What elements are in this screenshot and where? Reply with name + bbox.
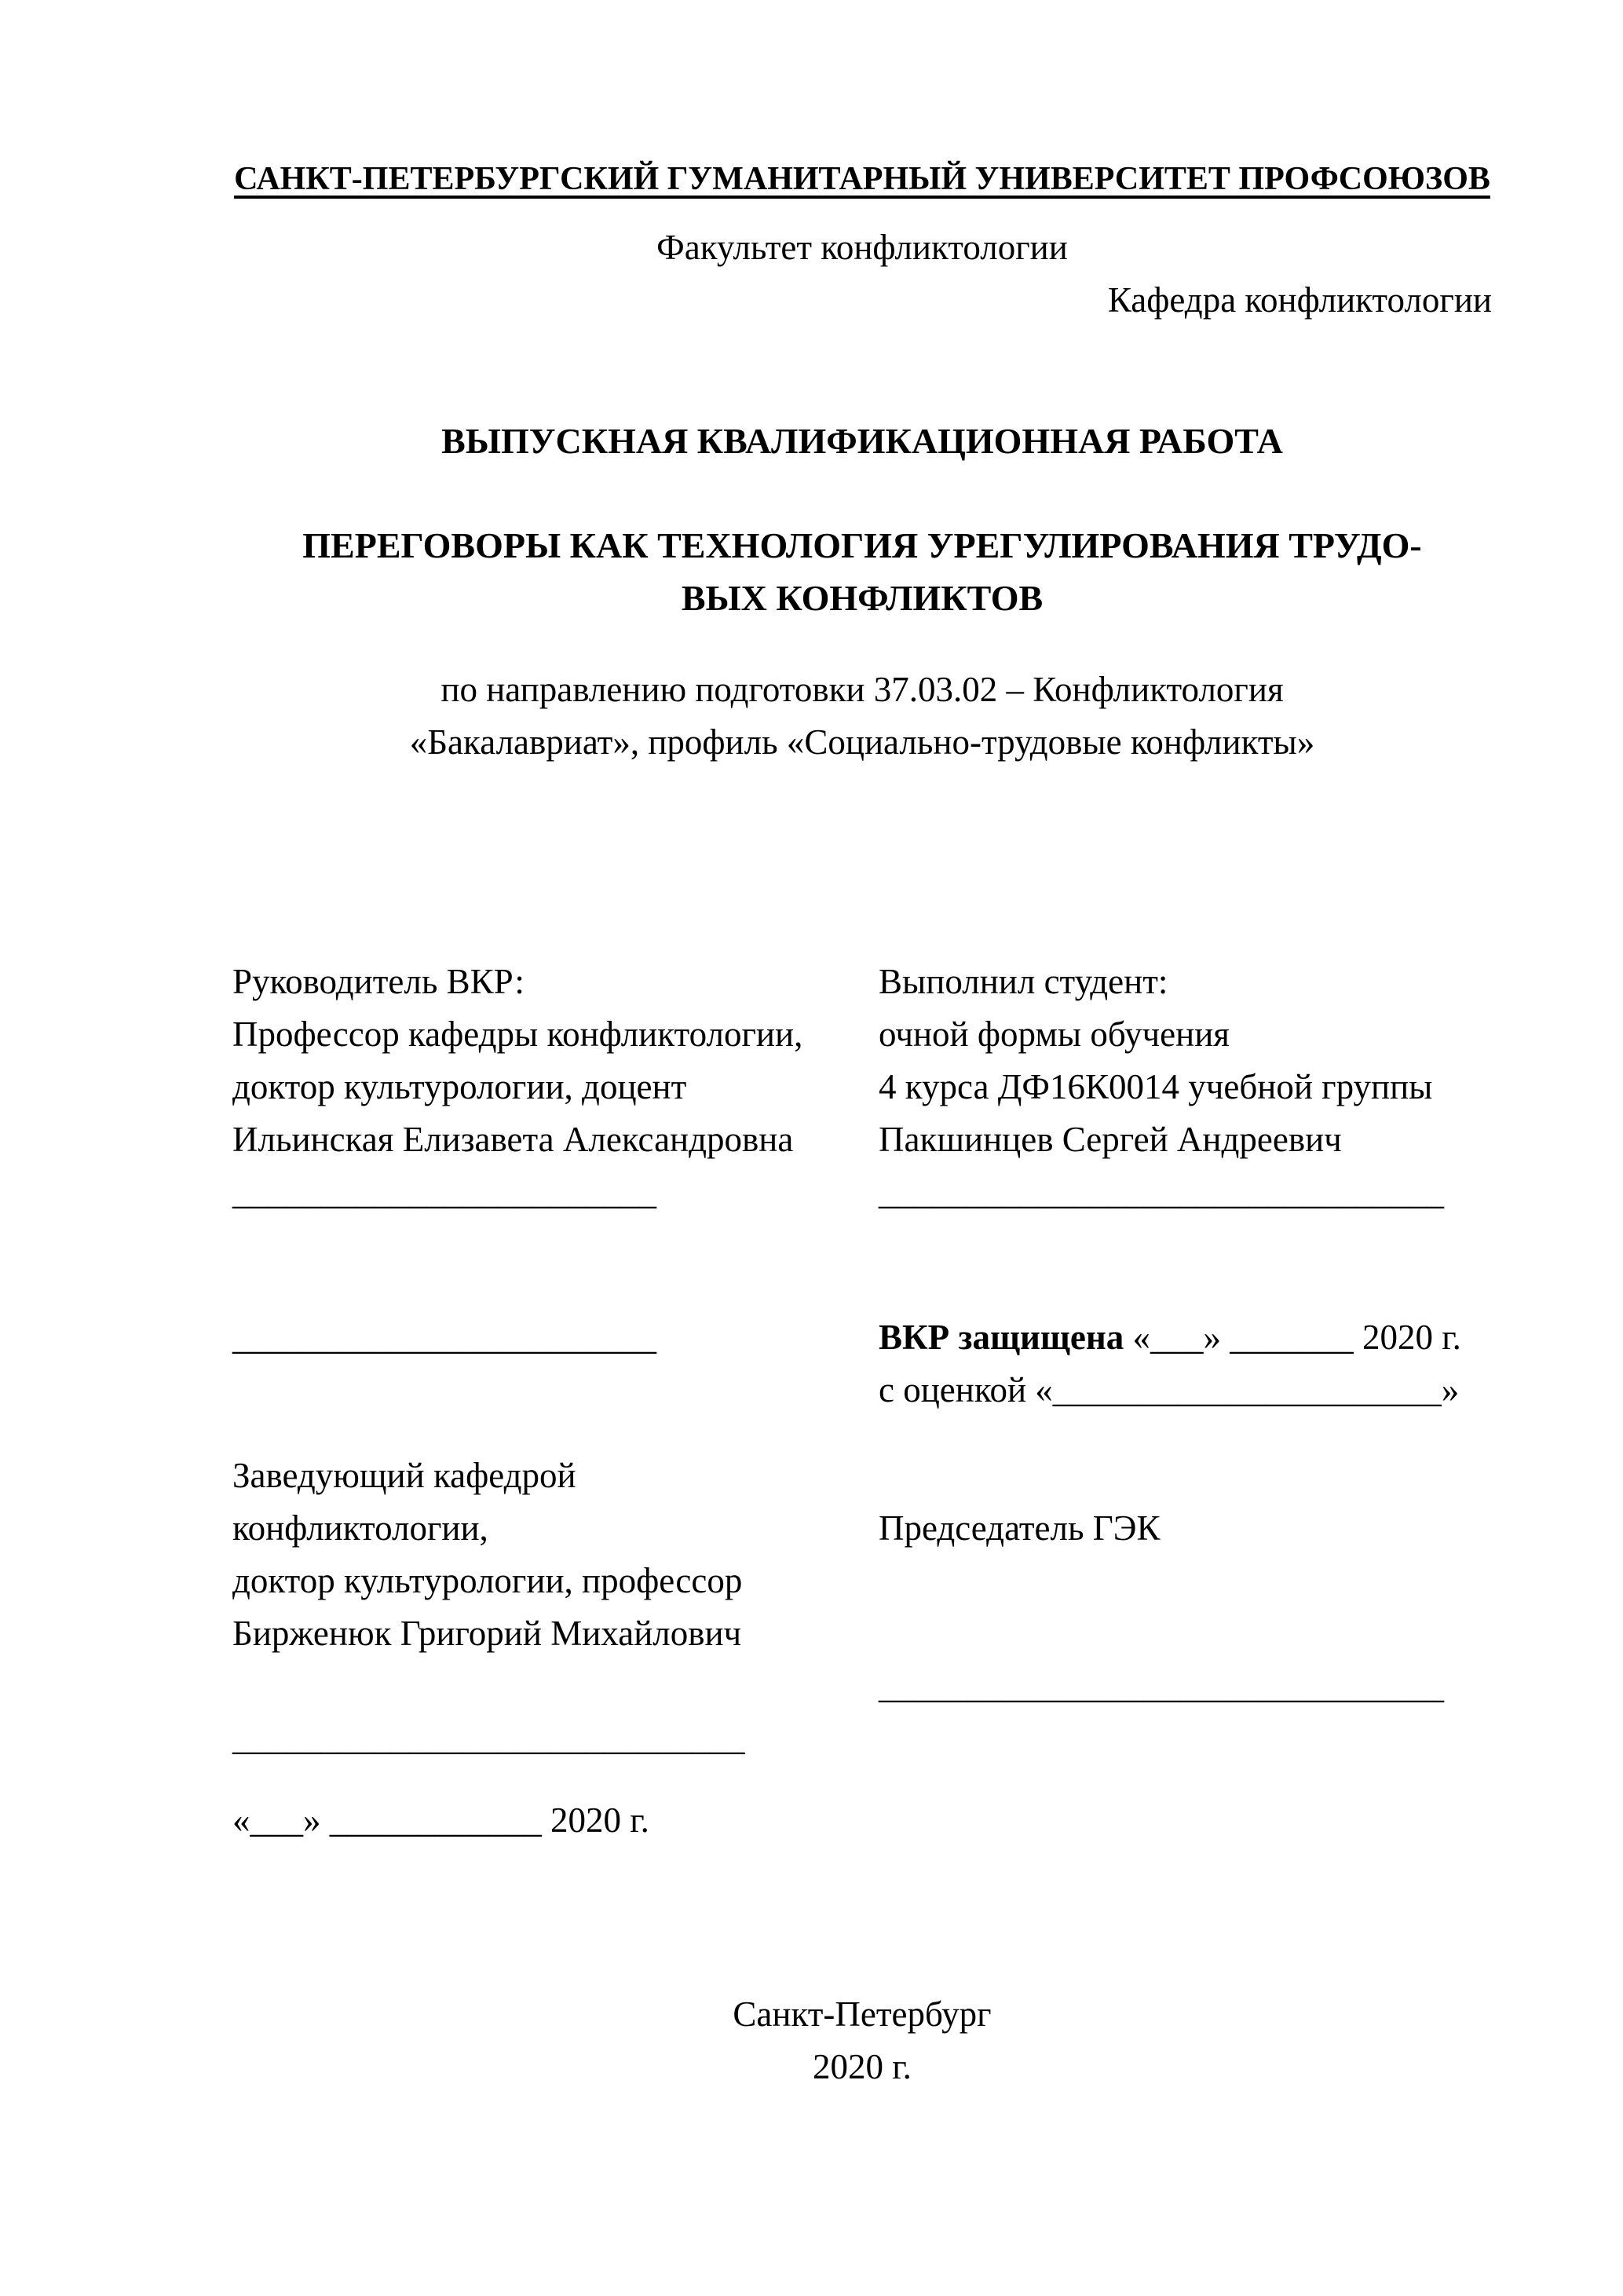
chairman-block — [879, 1450, 1492, 1660]
footer — [232, 1988, 1492, 2093]
people-section — [232, 956, 1492, 1219]
student-signature-line: ________________________________ — [879, 1172, 1444, 1212]
head-signature-line: _____________________________ — [232, 1718, 745, 1757]
program-line-1: по направлению подготовки 37.03.02 – Конфликтология — [440, 670, 1284, 709]
department-name: Кафедра конфликтологии — [1107, 280, 1492, 320]
defended-date-blank: «___» _______ 2020 г. — [1124, 1318, 1461, 1357]
signature-row — [232, 1660, 1492, 1764]
department-head-line-3: доктор культурологии, профессор — [232, 1561, 743, 1600]
grade-line: с оценкой «______________________» — [879, 1370, 1460, 1409]
student-block — [879, 956, 1492, 1219]
work-type-heading: ВЫПУСКНАЯ КВАЛИФИКАЦИОННАЯ РАБОТА — [441, 421, 1283, 461]
student-line-2: 4 курса ДФ16К0014 учебной группы — [879, 1067, 1433, 1106]
department-head-line-1: Заведующий кафедрой — [232, 1456, 576, 1495]
defense-section — [232, 1311, 1492, 1417]
student-line-1: очной формы обучения — [879, 1015, 1230, 1054]
defended-label: ВКР защищена — [879, 1318, 1124, 1357]
head-signature-cell — [232, 1660, 879, 1764]
thesis-title-line-2: ВЫХ КОНФЛИКТОВ — [681, 578, 1044, 618]
department-head-block — [232, 1450, 879, 1660]
chairman-signature-line: ________________________________ — [879, 1666, 1444, 1706]
left-signature-line: ________________________ — [232, 1318, 656, 1357]
department-head-name: Бирженюк Григорий Михайлович — [232, 1614, 742, 1653]
chairman-label: Председатель ГЭК — [879, 1508, 1161, 1548]
thesis-title-line-1: ПЕРЕГОВОРЫ КАК ТЕХНОЛОГИЯ УРЕГУЛИРОВАНИЯ ТРУДО- — [302, 525, 1422, 565]
thesis-title — [232, 519, 1492, 624]
program-line-2: «Бакалавриат», профиль «Социально-трудовые конфликты» — [409, 722, 1315, 762]
head-section — [232, 1450, 1492, 1660]
defense-left-block — [232, 1311, 879, 1417]
program-info — [232, 664, 1492, 769]
supervisor-signature-line: ________________________ — [232, 1172, 656, 1212]
supervisor-block — [232, 956, 879, 1219]
department-head-line-2: конфликтологии, — [232, 1508, 488, 1548]
footer-city: Санкт-Петербург — [733, 1994, 992, 2034]
student-name: Пакшинцев Сергей Андреевич — [879, 1120, 1342, 1159]
footer-year: 2020 г. — [813, 2047, 912, 2086]
supervisor-line-2: доктор культурологии, доцент — [232, 1067, 687, 1106]
supervisor-label: Руководитель ВКР: — [232, 962, 525, 1001]
defended-line — [879, 1311, 1492, 1364]
student-label: Выполнил студент: — [879, 962, 1168, 1001]
university-name: САНКТ-ПЕТЕРБУРГСКИЙ ГУМАНИТАРНЫЙ УНИВЕРСИТЕТ ПРОФСОЮЗОВ — [234, 161, 1490, 197]
faculty-name: Факультет конфликтологии — [656, 228, 1068, 267]
supervisor-name: Ильинская Елизавета Александровна — [232, 1120, 794, 1159]
supervisor-line-1: Профессор кафедры конфликтологии, — [232, 1015, 803, 1054]
chairman-signature-cell — [879, 1660, 1492, 1764]
defense-right-block — [879, 1311, 1492, 1417]
date-line: «___» ____________ 2020 г. — [232, 1801, 649, 1840]
